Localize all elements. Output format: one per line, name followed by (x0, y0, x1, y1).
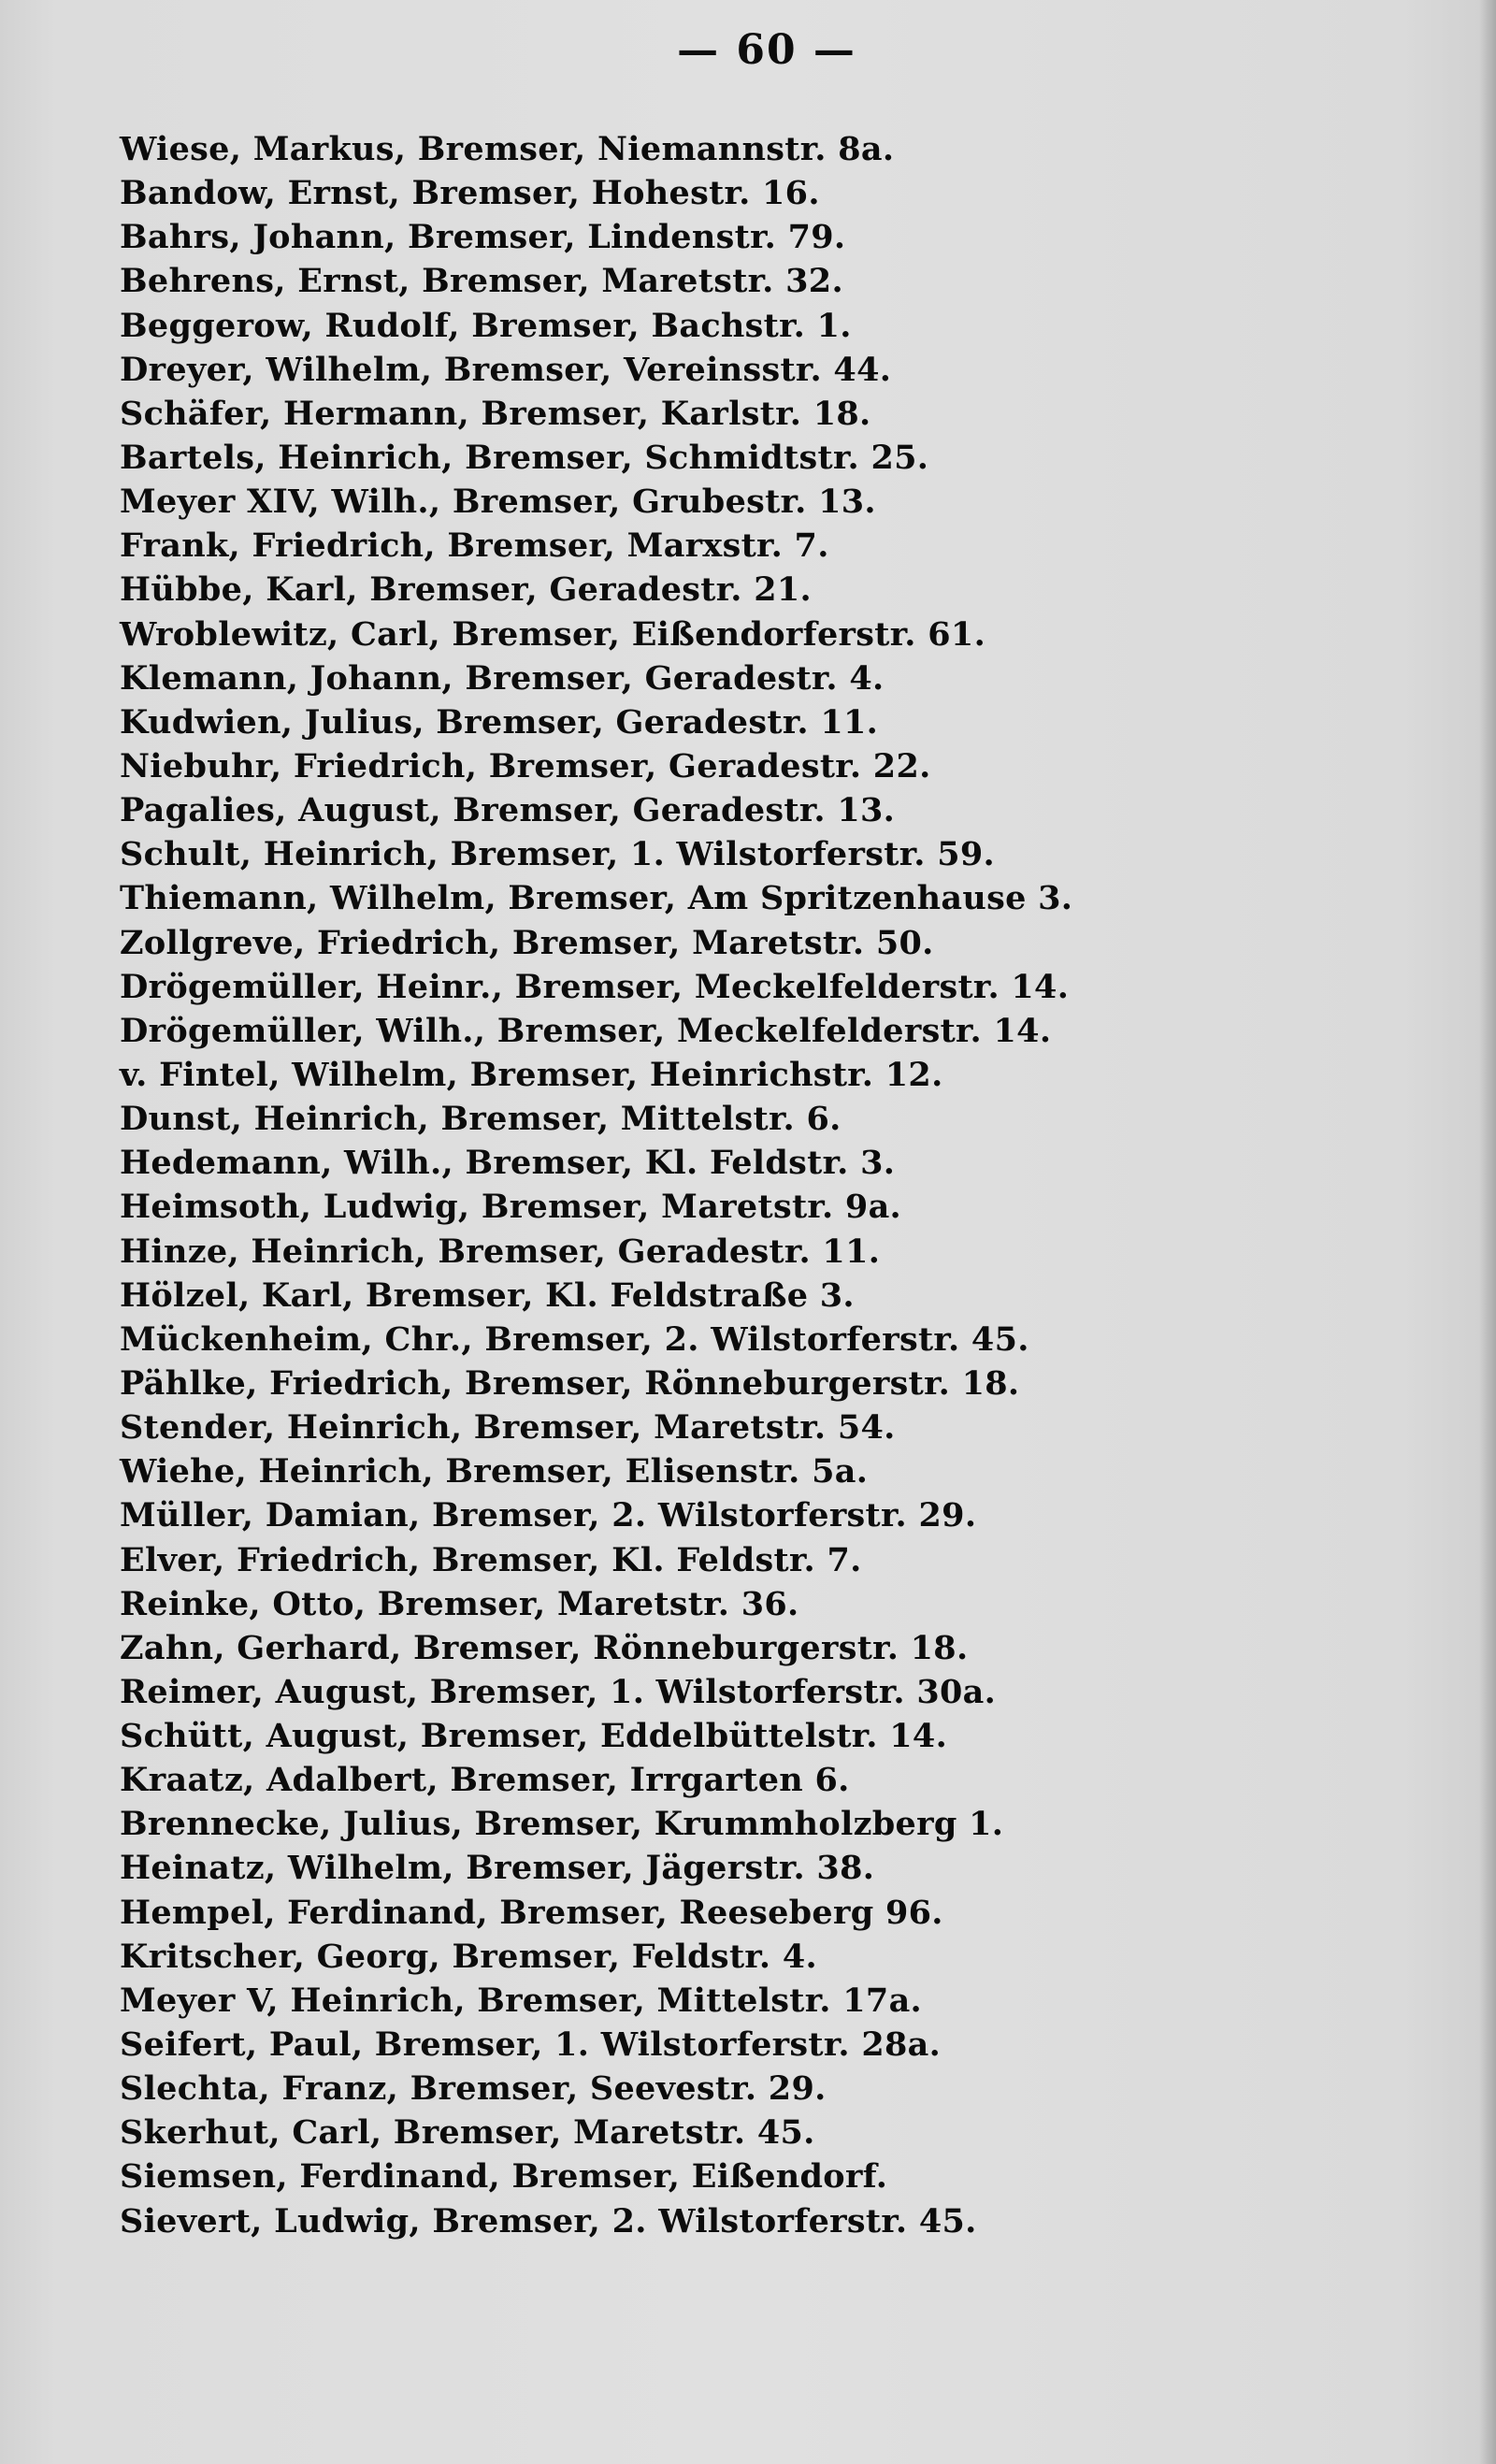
directory-entry: Siemsen, Ferdinand, Bremser, Eißendorf. (120, 2157, 888, 2197)
directory-entry: Thiemann, Wilhelm, Bremser, Am Spritzenhause 3. (120, 879, 1073, 918)
directory-entry: Wiehe, Heinrich, Bremser, Elisenstr. 5a. (120, 1452, 869, 1491)
directory-entry: Sievert, Ludwig, Bremser, 2. Wilstorferstr. 45. (120, 2201, 977, 2241)
directory-entry: Skerhut, Carl, Bremser, Maretstr. 45. (120, 2113, 815, 2153)
directory-entry: Mückenheim, Chr., Bremser, 2. Wilstorferstr. 45. (120, 1319, 1029, 1359)
directory-entry: Hempel, Ferdinand, Bremser, Reeseberg 96. (120, 1893, 943, 1932)
directory-entry: Heimsoth, Ludwig, Bremser, Maretstr. 9a. (120, 1188, 902, 1227)
directory-entry: Dunst, Heinrich, Bremser, Mittelstr. 6. (120, 1100, 842, 1139)
directory-entry: Schult, Heinrich, Bremser, 1. Wilstorferstr. 59. (120, 835, 996, 874)
directory-entry: Kudwien, Julius, Bremser, Geradestr. 11. (120, 702, 879, 742)
directory-entry: Seifert, Paul, Bremser, 1. Wilstorferstr. 28a. (120, 2025, 942, 2065)
directory-entry: Klemann, Johann, Bremser, Geradestr. 4. (120, 658, 885, 698)
directory-entry: Frank, Friedrich, Bremser, Marxstr. 7. (120, 526, 829, 566)
directory-entry: Kraatz, Adalbert, Bremser, Irrgarten 6. (120, 1761, 850, 1800)
directory-entry: Zollgreve, Friedrich, Bremser, Maretstr. 50. (120, 923, 934, 962)
directory-entry: Reinke, Otto, Bremser, Maretstr. 36. (120, 1584, 799, 1623)
directory-entry: Drögemüller, Heinr., Bremser, Meckelfelderstr. 14. (120, 967, 1070, 1006)
directory-entry: Dreyer, Wilhelm, Bremser, Vereinsstr. 44. (120, 350, 892, 389)
directory-entry: Bahrs, Johann, Bremser, Lindenstr. 79. (120, 218, 846, 257)
directory-entry: Bartels, Heinrich, Bremser, Schmidtstr. 25. (120, 438, 929, 477)
directory-entry: Pagalies, August, Bremser, Geradestr. 13. (120, 791, 896, 830)
directory-entry: Drögemüller, Wilh., Bremser, Meckelfelderstr. 14. (120, 1011, 1052, 1050)
directory-entry: Reimer, August, Bremser, 1. Wilstorferstr. 30a. (120, 1672, 997, 1711)
directory-list (120, 127, 1466, 2243)
directory-entry: Müller, Damian, Bremser, 2. Wilstorferstr. 29. (120, 1496, 977, 1535)
directory-entry: Wroblewitz, Carl, Bremser, Eißendorferstr. 61. (120, 614, 986, 654)
directory-entry: Elver, Friedrich, Bremser, Kl. Feldstr. 7. (120, 1540, 862, 1579)
directory-entry: Hölzel, Karl, Bremser, Kl. Feldstraße 3. (120, 1275, 855, 1315)
page-edge-shadow (1479, 0, 1496, 2464)
directory-entry: v. Fintel, Wilhelm, Bremser, Heinrichstr. 12. (120, 1055, 943, 1094)
directory-entry: Kritscher, Georg, Bremser, Feldstr. 4. (120, 1937, 818, 1976)
directory-entry: Niebuhr, Friedrich, Bremser, Geradestr. 22. (120, 746, 931, 785)
directory-entry: Stender, Heinrich, Bremser, Maretstr. 54. (120, 1408, 896, 1448)
directory-entry: Zahn, Gerhard, Bremser, Rönneburgerstr. 18. (120, 1628, 969, 1667)
directory-entry: Pählke, Friedrich, Bremser, Rönneburgerstr. 18. (120, 1363, 1020, 1403)
directory-entry: Wiese, Markus, Bremser, Niemannstr. 8a. (120, 130, 895, 168)
directory-entry: Hedemann, Wilh., Bremser, Kl. Feldstr. 3. (120, 1144, 896, 1183)
directory-entry: Schäfer, Hermann, Bremser, Karlstr. 18. (120, 394, 871, 433)
directory-entry: Slechta, Franz, Bremser, Seevestr. 29. (120, 2069, 827, 2109)
page-number: — 60 — (677, 26, 856, 74)
directory-entry: Behrens, Ernst, Bremser, Maretstr. 32. (120, 262, 843, 301)
directory-entry: Schütt, August, Bremser, Eddelbüttelstr. 14. (120, 1717, 948, 1756)
directory-entry: Brennecke, Julius, Bremser, Krummholzberg 1. (120, 1805, 1004, 1844)
directory-entry: Beggerow, Rudolf, Bremser, Bachstr. 1. (120, 306, 852, 345)
directory-entry: Bandow, Ernst, Bremser, Hohestr. 16. (120, 174, 820, 213)
directory-entry: Hinze, Heinrich, Bremser, Geradestr. 11. (120, 1232, 881, 1271)
directory-entry: Meyer V, Heinrich, Bremser, Mittelstr. 17a. (120, 1981, 923, 2020)
directory-entry: Meyer XIV, Wilh., Bremser, Grubestr. 13. (120, 483, 876, 522)
directory-entry: Heinatz, Wilhelm, Bremser, Jägerstr. 38. (120, 1849, 875, 1888)
directory-entry: Hübbe, Karl, Bremser, Geradestr. 21. (120, 570, 813, 610)
